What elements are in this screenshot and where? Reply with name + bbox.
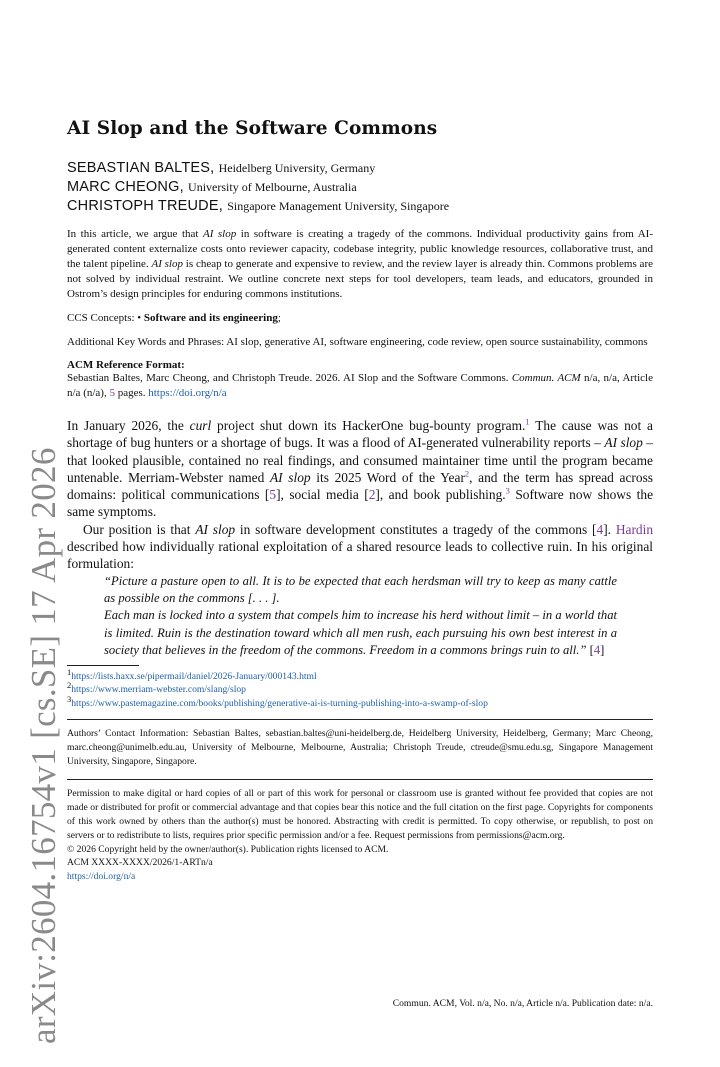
- reference-text: n/a, n/a, Article n/a (n/a),: [67, 372, 653, 399]
- body-text: – that looked plausible, contained no real findings, and consumed maintainer time until the program became untenable. Merriam-Webster named: [67, 435, 653, 485]
- citation-link[interactable]: Hardin: [615, 521, 654, 537]
- quote-text: Each man is locked into a system that compels him to increase his herd without limit – in a world that is limited. Ruin is the destination toward which all men rush, each pursuing his own best interest in a society that believes in the freedom of the commons. Freedom in a commons brings ruin to all.” [4]: [104, 608, 617, 657]
- permission-notice: [67, 779, 653, 884]
- body-emphasis: AI slop: [604, 435, 643, 451]
- ccs-label: CCS Concepts: •: [67, 312, 144, 324]
- author-entry: [67, 159, 653, 178]
- ccs-end: ;: [277, 312, 281, 324]
- author-name: MARC CHEONG,: [67, 179, 184, 195]
- abstract-text: is cheap to generate and expensive to review, and the review layer is already thin. Commons problems are not solved by individual restraint. We outline concrete next steps for tool developers, team leads, and educators, grounded in Ostrom’s design principles for enduring commons institutions.: [67, 258, 653, 300]
- abstract-text: in software is creating a tragedy of the commons. Individual productivity gains from AI-generated content externalize costs onto reviewer capacity, codebase integrity, public knowledge resources, collaborative trust, and the talent pipeline.: [67, 228, 653, 270]
- doi-link[interactable]: https://doi.org/n/a: [148, 387, 227, 399]
- author-entry: [67, 197, 653, 216]
- block-quote: [104, 573, 617, 659]
- abstract-emphasis: AI slop: [151, 258, 183, 270]
- body-text: , and the term has spread across domains: political communications [: [67, 469, 654, 503]
- abstract: [67, 227, 653, 302]
- author-list: [67, 159, 653, 216]
- footnotes: [67, 666, 653, 710]
- body-text: ], and book publishing.: [375, 487, 506, 503]
- author-entry: [67, 178, 653, 197]
- ccs-concept: Software and its engineering: [143, 312, 278, 324]
- paper-page: [67, 118, 653, 884]
- footnote-number: 2: [67, 680, 72, 691]
- body-text: its 2025 Word of the Year: [310, 469, 465, 485]
- citation-link[interactable]: 5: [269, 487, 277, 503]
- footnote-link[interactable]: https://lists.haxx.se/pipermail/daniel/2026-January/000143.html: [71, 671, 317, 683]
- citation-link[interactable]: 4: [596, 521, 604, 537]
- author-contact-info: Authors’ Contact Information: Sebastian Baltes, sebastian.baltes@uni-heidelberg.de, Heidelberg University, Heidelberg, Germany; Marc Cheong, marc.cheong@unimelb.edu.au, University of Melbourne, Melbourne, Australia; Christoph Treude, ctreude@smu.edu.sg, Singapore Management University, Singapore, Singapore.: [67, 719, 653, 768]
- body-text: ], social media [: [276, 487, 369, 503]
- reference-text: Sebastian Baltes, Marc Cheong, and Christoph Treude. 2026. AI Slop and the Software Commons.: [67, 372, 512, 384]
- body-text: project shut down its HackerOne bug-bounty program.: [211, 418, 526, 433]
- author-affiliation: Heidelberg University, Germany: [218, 161, 376, 175]
- footnote-marker[interactable]: 1: [525, 416, 530, 427]
- running-footer: Commun. ACM, Vol. n/a, No. n/a, Article n/a. Publication date: n/a.: [392, 998, 653, 1009]
- body-text: In January 2026, the: [67, 418, 190, 433]
- ccs-concepts: [67, 311, 653, 326]
- body-text: described how individually rational exploitation of a shared resource leads to collective ruin. In his original formulation:: [67, 539, 653, 572]
- citation-link[interactable]: 2: [368, 487, 376, 503]
- body-emphasis: AI slop: [195, 521, 236, 537]
- reference-journal: Commun. ACM: [511, 372, 581, 384]
- acm-identifier: ACM XXXX-XXXX/2026/1-ARTn/a: [67, 857, 213, 869]
- body-text: Software now shows the same symptoms.: [67, 487, 654, 520]
- footnote-divider: [67, 665, 139, 666]
- author-name: SEBASTIAN BALTES,: [67, 160, 215, 176]
- footnote-link[interactable]: https://www.merriam-webster.com/slang/slop: [71, 684, 246, 696]
- paragraph: [67, 417, 653, 521]
- footnote: [67, 680, 653, 696]
- author-affiliation: University of Melbourne, Australia: [188, 180, 357, 194]
- quote-text: “Picture a pasture open to all. It is to be expected that each herdsman will try to keep as many cattle as possible on the commons [. . . ].: [104, 573, 617, 605]
- paper-title: AI Slop and the Software Commons: [67, 118, 438, 139]
- citation-link[interactable]: 4: [593, 642, 601, 657]
- reference-format-heading: ACM Reference Format:: [67, 359, 185, 371]
- footnote-marker[interactable]: 3: [505, 485, 510, 496]
- arxiv-identifier: arXiv:2604.16754v1 [cs.SE] 17 Apr 2026: [24, 447, 63, 1044]
- footnote-number: 1: [67, 666, 72, 677]
- abstract-emphasis: AI slop: [202, 228, 237, 240]
- paragraph: [67, 521, 653, 573]
- doi-link[interactable]: https://doi.org/n/a: [67, 871, 136, 883]
- body-emphasis: AI slop: [269, 469, 311, 485]
- quote-line: Each man is locked into a system that compels him to increase his herd without limit – in a world that is limited. Ruin is the destination toward which all men rush, each pursuing his own best interest in a society that believes in the freedom of the commons. Freedom in a commons brings ruin to all.”: [104, 608, 617, 657]
- reference-text: pages.: [114, 387, 149, 399]
- body-text: Our position is that: [83, 521, 196, 537]
- page-count-link[interactable]: 5: [109, 387, 115, 399]
- footnote: [67, 666, 653, 683]
- footnote: [67, 693, 653, 710]
- footnote-link[interactable]: https://www.pastemagazine.com/books/publishing/generative-ai-is-turning-publishing-into-a-swamp-of-slop: [71, 697, 488, 709]
- author-name: CHRISTOPH TREUDE,: [67, 198, 223, 214]
- author-affiliation: Singapore Management University, Singapore: [227, 199, 450, 213]
- keywords: Additional Key Words and Phrases: AI slop, generative AI, software engineering, code review, open source sustainability, commons: [67, 336, 648, 348]
- body-text: The cause was not a shortage of bug hunters or a shortage of bugs. It was a flood of AI-generated vulnerability reports –: [67, 418, 653, 451]
- footnote-number: 3: [67, 693, 72, 704]
- reference-format: [67, 371, 653, 401]
- copyright-line: © 2026 Copyright held by the owner/author(s). Publication rights licensed to ACM.: [67, 843, 389, 855]
- body-emphasis: curl: [189, 418, 212, 433]
- body-text: in software development constitutes a tragedy of the commons [: [235, 521, 597, 537]
- abstract-text: In this article, we argue that: [67, 228, 203, 240]
- body-text: ].: [603, 521, 616, 537]
- footnote-marker[interactable]: 2: [464, 468, 470, 479]
- article-body: [67, 417, 653, 659]
- permission-text: Permission to make digital or hard copies of all or part of this work for personal or classroom use is granted without fee provided that copies are not made or distributed for profit or commercial advantage and that copies bear this notice and the full citation on the first page. Copyrights for components of this work owned by others than the author(s) must be honored. Abstracting with credit is permitted. To copy otherwise, or republish, to post on servers or to redistribute to lists, requires prior specific permission and/or a fee. Request permissions from permissions@acm.org.: [67, 788, 653, 841]
